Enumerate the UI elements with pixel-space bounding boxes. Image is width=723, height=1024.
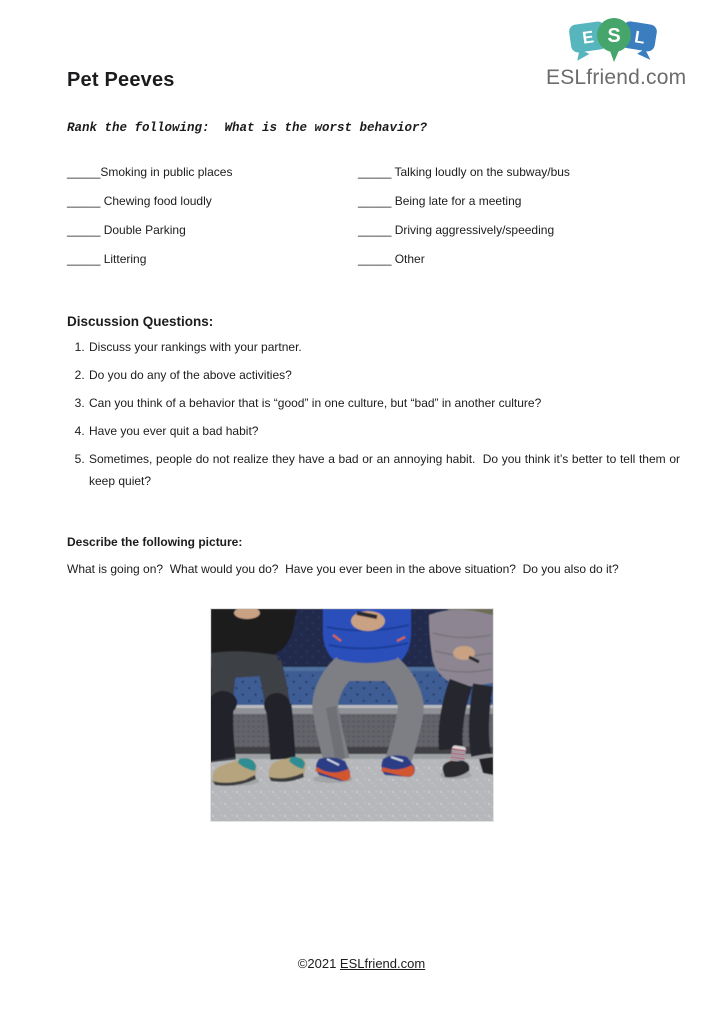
footer-site-link[interactable]: ESLfriend.com <box>339 956 426 971</box>
footer <box>0 956 723 971</box>
rank-item-littering: _____ Littering <box>67 252 147 266</box>
question-3: 3. Can you think of a behavior that is “good” in one culture, but “bad” in another culture? <box>88 392 680 414</box>
describe-picture-heading: Describe the following picture: <box>67 535 243 549</box>
question-5: 5. Sometimes, people do not realize they have a bad or an annoying habit. Do you think it’s better to tell them or keep quiet? <box>88 448 680 492</box>
logo-site-name: ESLfriend.com <box>546 66 687 89</box>
esl-speech-bubbles-icon <box>565 15 663 63</box>
subway-photo-illustration <box>211 609 493 821</box>
question-1: 1. Discuss your rankings with your partner. <box>88 336 680 358</box>
svg-text:E: E <box>581 27 596 48</box>
ranking-list <box>67 166 659 265</box>
footer-copyright: ©2021 <box>297 956 340 971</box>
rank-item-chewing: _____ Chewing food loudly <box>67 194 212 208</box>
rank-item-driving-aggressively: _____ Driving aggressively/speeding <box>358 223 555 237</box>
page-title: Pet Peeves <box>67 69 175 91</box>
eslfriend-logo <box>546 15 687 90</box>
rank-instruction: Rank the following: What is the worst behavior? <box>67 121 428 135</box>
discussion-questions-heading: Discussion Questions: <box>67 314 214 329</box>
rank-item-being-late: _____ Being late for a meeting <box>358 194 522 208</box>
svg-text:L: L <box>633 27 647 48</box>
question-2: 2. Do you do any of the above activities? <box>88 364 680 386</box>
rank-item-talking-loudly: _____ Talking loudly on the subway/bus <box>358 165 570 179</box>
subway-photo <box>211 609 493 821</box>
rank-item-double-parking: _____ Double Parking <box>67 223 186 237</box>
rank-item-other: _____ Other <box>358 252 425 266</box>
question-4: 4. Have you ever quit a bad habit? <box>88 420 680 442</box>
svg-text:S: S <box>607 25 621 47</box>
rank-item-smoking: _____Smoking in public places <box>67 165 233 179</box>
discussion-questions-list <box>67 336 684 498</box>
describe-picture-prompt: What is going on? What would you do? Have you ever been in the above situation? Do you also do it? <box>67 562 619 576</box>
